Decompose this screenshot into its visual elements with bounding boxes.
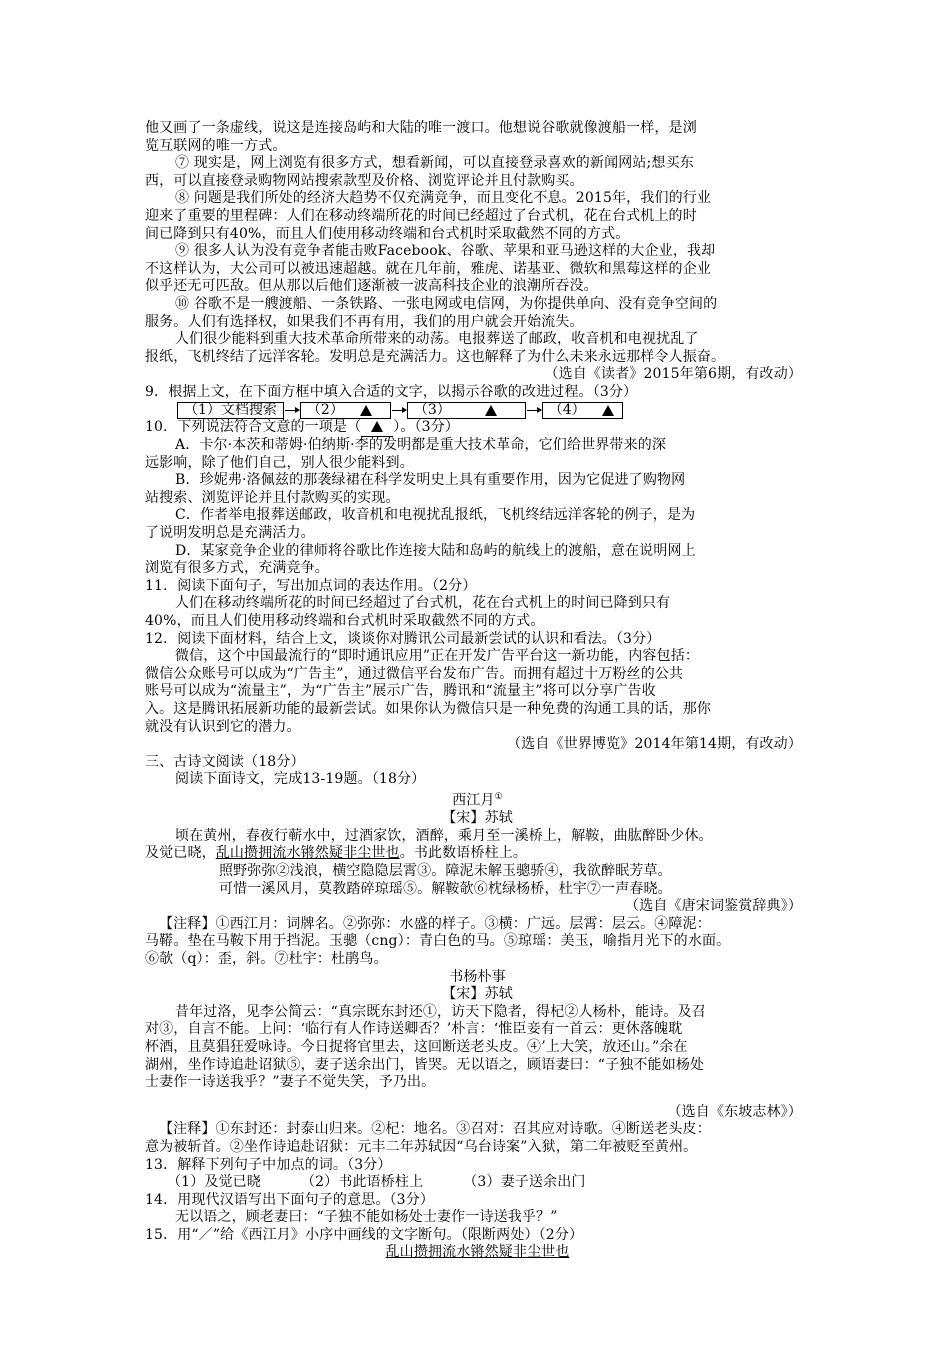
blank-triangle-icon bbox=[371, 421, 383, 432]
text-line: 微信公众账号可以成为“广告主”，通过微信平台发布广告。而拥有超过十万粉丝的公共 bbox=[145, 665, 684, 682]
text-line: 微信，这个中国最流行的“即时通讯应用”正在开发广告平台这一新功能，内容包括： bbox=[175, 648, 700, 665]
text-line: D．某家竞争企业的律师将谷歌比作连接大陆和岛屿的航线上的渡船，意在说明网上 bbox=[175, 542, 696, 559]
text-line: ⑦ 现实是，网上浏览有很多方式，想看新闻，可以直接登录喜欢的新闻网站;想买东 bbox=[175, 155, 694, 172]
text-line: 不这样认为，大公司可以被迅速超越。就在几年前，雅虎、诺基亚、微软和黑莓这样的企业 bbox=[145, 260, 711, 277]
prose-title: 书杨朴事 bbox=[449, 968, 506, 985]
text-line: 人们很少能料到重大技术革命所带来的动荡。电报葬送了邮政，收音机和电视扰乱了 bbox=[175, 331, 699, 348]
text-line: 账号可以成为“流量主”，为“广告主”展示广告，腾讯和“流量主”将可以分享广告收 bbox=[145, 683, 656, 700]
text-line: 服务。人们有选择权，如果我们不再有用，我们的用户就会开始流失。 bbox=[145, 313, 584, 330]
passage-para-8 bbox=[145, 190, 810, 243]
text-span: 及觉已晓， bbox=[145, 845, 216, 862]
q9-box-label: （4） bbox=[548, 401, 586, 418]
q13-item-3: （3）妻子送余出门 bbox=[463, 1174, 586, 1191]
text-span: 。书此数语桥柱上。 bbox=[399, 845, 528, 862]
text-line: 站搜索、浏览评论并且付款购买的实现。 bbox=[145, 489, 400, 506]
q9-box-2[interactable] bbox=[300, 402, 391, 419]
question-12: 12．阅读下面材料，结合上文，谈谈你对腾讯公司最新尝试的认识和看法。（3分） bbox=[145, 630, 661, 647]
text-line: 西，可以直接登录购物网站搜索款型及价格、浏览评论并且付款购买。 bbox=[145, 172, 584, 189]
passage-para-11 bbox=[145, 331, 810, 366]
q9-box-1 bbox=[177, 402, 284, 419]
passage-para-10 bbox=[145, 296, 810, 331]
q10-option-b bbox=[145, 472, 810, 507]
text-line: 他又画了一条虚线，说这是连接岛屿和大陆的唯一渡口。他想说谷歌就像渡船一样，是浏 bbox=[145, 120, 697, 136]
q10-option-d bbox=[145, 543, 810, 578]
q15-sentence bbox=[145, 1244, 810, 1262]
passage-para-6 bbox=[145, 120, 810, 155]
passage-source: （选自《读者》2015年第6期，有改动） bbox=[544, 366, 802, 383]
footnote-mark: ① bbox=[494, 791, 503, 802]
question-10 bbox=[145, 419, 810, 438]
q9-box-4[interactable] bbox=[542, 402, 623, 419]
q13-item-2: （2）书此语桥柱上 bbox=[300, 1174, 424, 1191]
blank-triangle-icon bbox=[485, 405, 497, 416]
blank-triangle-icon bbox=[360, 405, 372, 416]
text-line: 【注释】①东封还：封泰山归来。②杞：地名。③召对：召其应对诗歌。④断送老头皮： bbox=[159, 1121, 711, 1138]
arrow-right-icon bbox=[392, 410, 406, 411]
poem-line-1: 照野弥弥②浅浪，横空隐隐层霄③。障泥未解玉骢骄④，我欲醉眠芳草。 bbox=[219, 863, 672, 879]
poem-preface-cont bbox=[145, 845, 810, 863]
text-line: ⑨ 很多人认为没有竞争者能击败Facebook、谷歌、苹果和亚马逊这样的大企业，我却 bbox=[175, 243, 716, 260]
text-line: 间已降到只有40%，而且人们使用移动终端和台式机时采取截然不同的方式。 bbox=[145, 225, 630, 242]
q12-material bbox=[145, 648, 810, 736]
text-line: B．珍妮弗·洛佩兹的那袭绿裙在科学发明史上具有重要作用，因为它促进了购物网 bbox=[175, 472, 686, 489]
text-line: 报纸，飞机终结了远洋客轮。发明总是充满活力。这也解释了为什么未来永远那样令人振奋。 bbox=[145, 348, 726, 365]
section-heading: 三、古诗文阅读（18分） bbox=[145, 753, 305, 770]
prose-author: 【宋】苏轼 bbox=[442, 986, 513, 1003]
poem-notes bbox=[145, 916, 810, 969]
q11-sentence bbox=[145, 595, 810, 630]
q9-box-label: （2） bbox=[306, 401, 344, 418]
blank-triangle-icon bbox=[602, 405, 614, 416]
text-line: 了说明发明总是充满活力。 bbox=[145, 525, 315, 542]
prose-body bbox=[145, 1004, 810, 1092]
prose-notes bbox=[145, 1121, 810, 1156]
q12-source: （选自《世界博览》2014年第14期，有改动） bbox=[507, 736, 802, 753]
q13-item-1: （1）及觉已晓 bbox=[167, 1174, 261, 1191]
text-line: A．卡尔·本茨和蒂姆·伯纳斯·李的发明都是重大技术革命，它们给世界带来的深 bbox=[175, 437, 667, 454]
section-instruction: 阅读下面诗文，完成13-19题。（18分） bbox=[175, 771, 426, 788]
text-line: ⑥欹（q）：歪，斜。⑦杜宇：杜鹃鸟。 bbox=[145, 950, 388, 967]
text-line: 览互联网的唯一方式。 bbox=[145, 137, 287, 154]
passage-para-9 bbox=[145, 243, 810, 296]
q9-box-label: （3） bbox=[413, 401, 451, 418]
text-line: 士妻作一诗送我乎？”妻子不觉失笑，予乃出。 bbox=[145, 1074, 436, 1091]
text-line: 意为被斩首。②坐作诗追赴诏狱：元丰二年苏轼因“乌台诗案”入狱，第二年被贬至黄州。 bbox=[145, 1138, 698, 1155]
poem-source: （选自《唐宋词鉴赏辞典》） bbox=[625, 898, 802, 915]
text-line: ⑧ 问题是我们所处的经济大趋势不仅充满竞争，而且变化不息。2015年，我们的行业 bbox=[175, 190, 712, 207]
prose-source: （选自《东坡志林》） bbox=[667, 1103, 802, 1120]
q9-flow-diagram bbox=[145, 402, 810, 419]
q14-sentence: 无以语之，顾老妻曰：“子独不能如杨处士妻作一诗送我乎？” bbox=[175, 1209, 558, 1226]
text-line: 昔年过洛，见李公简云：“真宗既东封还①，访天下隐者，得杞②人杨朴，能诗。及召 bbox=[175, 1003, 706, 1020]
text-line: 湖州，坐作诗追赴诏狱⑤，妻子送余出门，皆哭。无以语之，顾语妻曰：“子独不能如杨处 bbox=[145, 1056, 705, 1073]
q13-items bbox=[145, 1174, 810, 1192]
text-line: 远影响，除了他们自己，别人很少能料到。 bbox=[145, 454, 414, 471]
text-line: 入。这是腾讯拓展新功能的最新尝试。如果你认为微信只是一种免费的沟通工具的话，那你 bbox=[145, 701, 711, 717]
question-11: 11．阅读下面句子，写出加点词的表达作用。（2分） bbox=[145, 577, 477, 594]
question-14: 14．用现代汉语写出下面句子的意思。（3分） bbox=[145, 1191, 435, 1208]
arrow-right-icon bbox=[285, 410, 299, 411]
poem-title bbox=[145, 789, 810, 810]
text-line: C．作者举电报葬送邮政，收音机和电视扰乱报纸，飞机终结远洋客轮的例子，是为 bbox=[175, 507, 696, 524]
poem-title-text: 西江月 bbox=[452, 792, 495, 809]
q9-box-3[interactable] bbox=[407, 402, 526, 419]
text-line: 迎来了重要的里程碑：人们在移动终端所花的时间已经超过了台式机，花在台式机上的时 bbox=[145, 207, 697, 224]
poem-line-2: 可惜一溪风月，莫教踏碎琼瑶⑤。解鞍欹⑥枕绿杨桥，杜宇⑦一声春晓。 bbox=[219, 880, 672, 897]
passage-para-7 bbox=[145, 155, 810, 190]
q10-stem: 10．下列说法符合文意的一项是（ bbox=[145, 418, 362, 435]
text-line: 浏览有很多方式，充满竞争。 bbox=[145, 560, 329, 577]
underlined-phrase: 乱山攒拥流水锵然疑非尘世也 bbox=[215, 845, 400, 862]
text-line: 【注释】①西江月：词牌名。②弥弥：水盛的样子。③横：广远。层霄：层云。④障泥： bbox=[159, 915, 711, 932]
underlined-phrase: 乱山攒拥流水锵然疑非尘世也 bbox=[385, 1244, 570, 1261]
text-line: 对③，自言不能。上问：‘临行有人作诗送卿否？’朴言：‘惟臣妾有一首云：更休落魄耽 bbox=[145, 1021, 683, 1038]
question-13: 13．解释下列句子中加点的词。（3分） bbox=[145, 1156, 392, 1173]
q9-box-label: （1）文档搜索 bbox=[184, 401, 277, 418]
exam-page bbox=[145, 120, 810, 1262]
text-line: 似乎还无可匹敌。但从那以后他们逐渐被一波高科技企业的浪潮所吞没。 bbox=[145, 278, 598, 295]
text-line: ⑩ 谷歌不是一艘渡船、一条铁路、一张电网或电信网，为你提供单向、没有竞争空间的 bbox=[175, 295, 718, 312]
q10-option-a bbox=[145, 437, 810, 472]
text-line: 就没有认识到它的潜力。 bbox=[145, 718, 301, 735]
question-9: 9．根据上文，在下面方框中填入合适的文字，以揭示谷歌的改进过程。（3分） bbox=[145, 383, 638, 400]
poem-author: 【宋】苏轼 bbox=[442, 810, 513, 827]
text-line: 人们在移动终端所花的时间已经超过了台式机，花在台式机上的时间已降到只有 bbox=[175, 595, 671, 612]
poem-preface: 顷在黄州，春夜行蕲水中，过酒家饮，酒醉，乘月至一溪桥上，解鞍，曲肱醉卧少休。 bbox=[175, 827, 713, 844]
q10-stem-end: ）。（3分） bbox=[393, 418, 460, 435]
text-line: 马鞯。垫在马鞍下用于挡泥。玉骢（cng）：青白色的马。⑤琼瑶：美玉，喻指月光下的水面。 bbox=[145, 933, 731, 950]
arrow-right-icon bbox=[527, 410, 541, 411]
question-15: 15．用“／”给《西江月》小序中画线的文字断句。（限断两处）（2分） bbox=[145, 1226, 584, 1243]
text-line: 杯酒，且莫猖狂爱咏诗。今日捉将官里去，这回断送老头皮。④’上大笑，放还山。”余在 bbox=[145, 1038, 688, 1055]
text-line: 40%，而且人们使用移动终端和台式机时采取截然不同的方式。 bbox=[145, 613, 545, 630]
answer-blank[interactable] bbox=[361, 419, 393, 438]
q10-option-c bbox=[145, 507, 810, 542]
